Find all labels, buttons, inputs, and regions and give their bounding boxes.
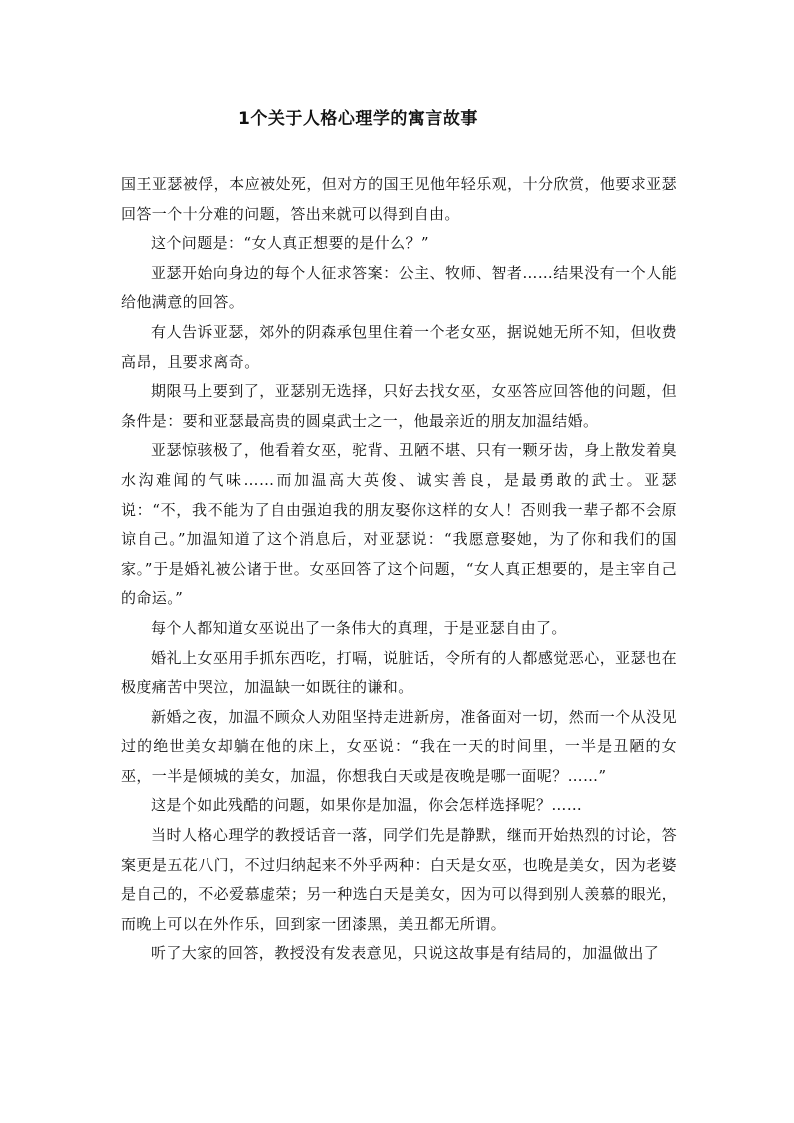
document-title: 1个关于人格心理学的寓言故事 [238,109,478,129]
paragraph-3: 亚瑟开始向身边的每个人征求答案：公主、牧师、智者……结果没有一个人能给他满意的回答。 [121,263,677,312]
paragraph-8: 婚礼上女巫用手抓东西吃，打嗝，说脏话，令所有的人都感觉恶心，亚瑟也在极度痛苦中哭泣，加温缺一如既往的谦和。 [121,648,677,697]
paragraph-2: 这个问题是：“女人真正想要的是什么？” [151,234,429,253]
paragraph-5: 期限马上要到了，亚瑟别无选择，只好去找女巫，女巫答应回答他的问题，但条件是：要和亚瑟最高贵的圆桌武士之一，他最亲近的朋友加温结婚。 [121,382,677,430]
paragraph-11: 当时人格心理学的教授话音一落，同学们先是静默，继而开始热烈的讨论，答案更是五花八门，不过归纳起来不外乎两种：白天是女巫，也晚是美女，因为老婆是自己的，不必爱慕虚荣；另一种选白天是美女，因为可以得到别人羡慕的眼光，而晚上可以在外作乐，回到家一团漆黑，美丑都无所谓。 [121,826,677,933]
paragraph-12: 听了大家的回答，教授没有发表意见，只说这故事是有结局的，加温做出了 [151,944,660,963]
paragraph-9: 新婚之夜，加温不顾众人劝阻坚持走进新房，准备面对一切，然而一个从没见过的绝世美女却躺在他的床上，女巫说：“我在一天的时间里，一半是丑陋的女巫，一半是倾城的美女，加温，你想我白天或是夜晚是哪一面呢？……” [121,707,677,785]
document-body [121,170,677,969]
paragraph-7: 每个人都知道女巫说出了一条伟大的真理，于是亚瑟自由了。 [151,618,567,637]
paragraph-10: 这是个如此残酷的问题，如果你是加温，你会怎样选择呢？…… [151,796,583,815]
paragraph-1: 国王亚瑟被俘，本应被处死，但对方的国王见他年轻乐观，十分欣赏，他要求亚瑟回答一个十分难的问题，答出来就可以得到自由。 [121,175,677,223]
paragraph-6: 亚瑟惊骇极了，他看着女巫，驼背、丑陋不堪、只有一颗牙齿，身上散发着臭水沟难闻的气味……而加温高大英俊、诚实善良，是最勇敢的武士。亚瑟说：“不，我不能为了自由强迫我的朋友娶你这样的女人！否则我一辈子都不会原谅自己。”加温知道了这个消息后，对亚瑟说：“我愿意娶她，为了你和我们的国家。”于是婚礼被公诸于世。女巫回答了这个问题，“女人真正想要的，是主宰自己的命运。” [121,441,677,608]
paragraph-4: 有人告诉亚瑟，郊外的阴森承包里住着一个老女巫，据说她无所不知，但收费高昂，且要求离奇。 [121,322,677,371]
